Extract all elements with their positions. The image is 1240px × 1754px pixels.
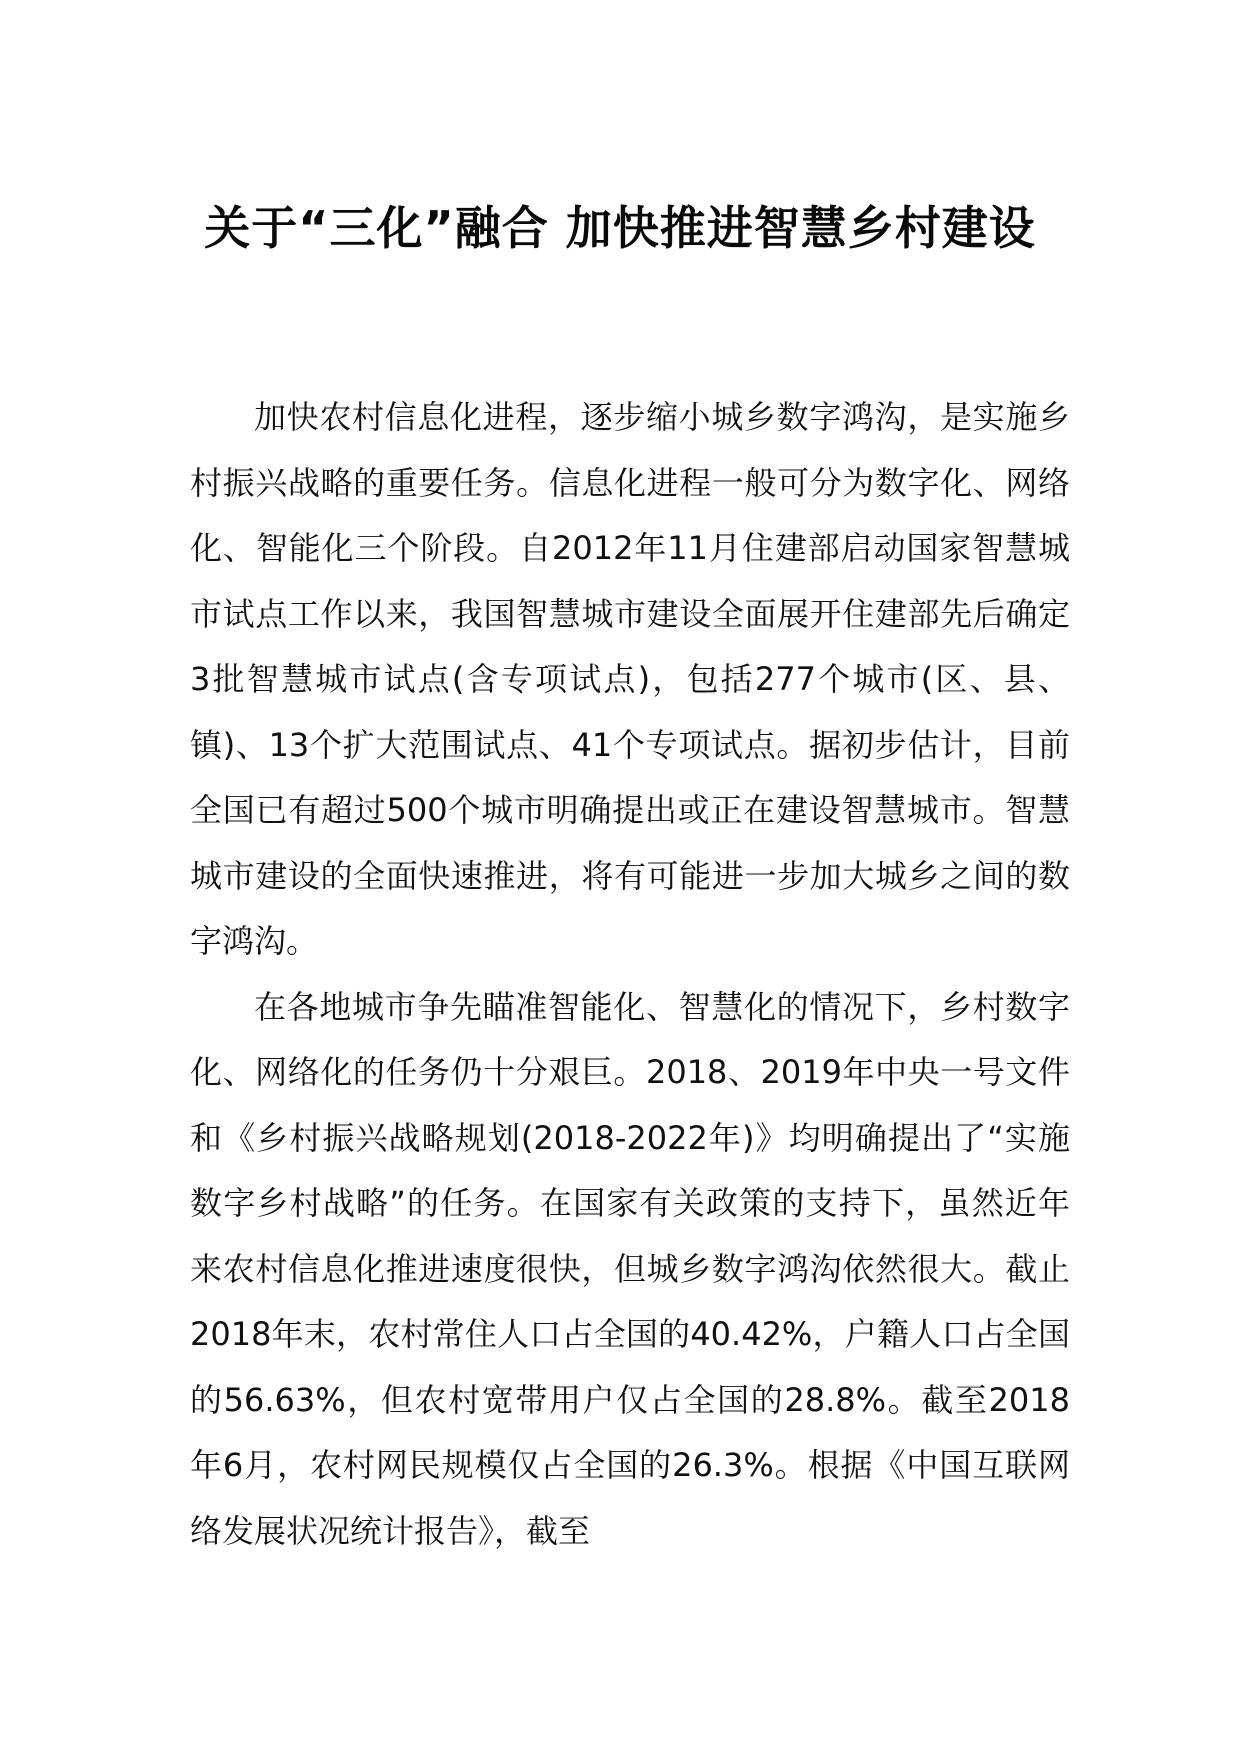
- document-body: [190, 385, 1070, 1564]
- paragraph: 加快农村信息化进程，逐步缩小城乡数字鸿沟，是实施乡村振兴战略的重要任务。信息化进程一般可分为数字化、网络化、智能化三个阶段。自2012年11月住建部启动国家智慧城市试点工作以来，我国智慧城市建设全面展开住建部先后确定3批智慧城市试点(含专项试点)，包括277个城市(区、县、镇)、13个扩大范围试点、41个专项试点。据初步估计，目前全国已有超过500个城市明确提出或正在建设智慧城市。智慧城市建设的全面快速推进，将有可能进一步加大城乡之间的数字鸿沟。: [190, 398, 1070, 960]
- document-title: 关于“三化”融合 加快推进智慧乡村建设: [204, 201, 1036, 255]
- paragraph: 在各地城市争先瞄准智能化、智慧化的情况下，乡村数字化、网络化的任务仍十分艰巨。2018、2019年中央一号文件和《乡村振兴战略规划(2018-2022年)》均明确提出了“实施数字乡村战略”的任务。在国家有关政策的支持下，虽然近年来农村信息化推进速度很快，但城乡数字鸿沟依然很大。截止2018年末，农村常住人口占全国的40.42%，户籍人口占全国的56.63%，但农村宽带用户仅占全国的28.8%。截至2018年6月，农村网民规模仅占全国的26.3%。根据《中国互联网络发展状况统计报告》，截至: [190, 987, 1070, 1550]
